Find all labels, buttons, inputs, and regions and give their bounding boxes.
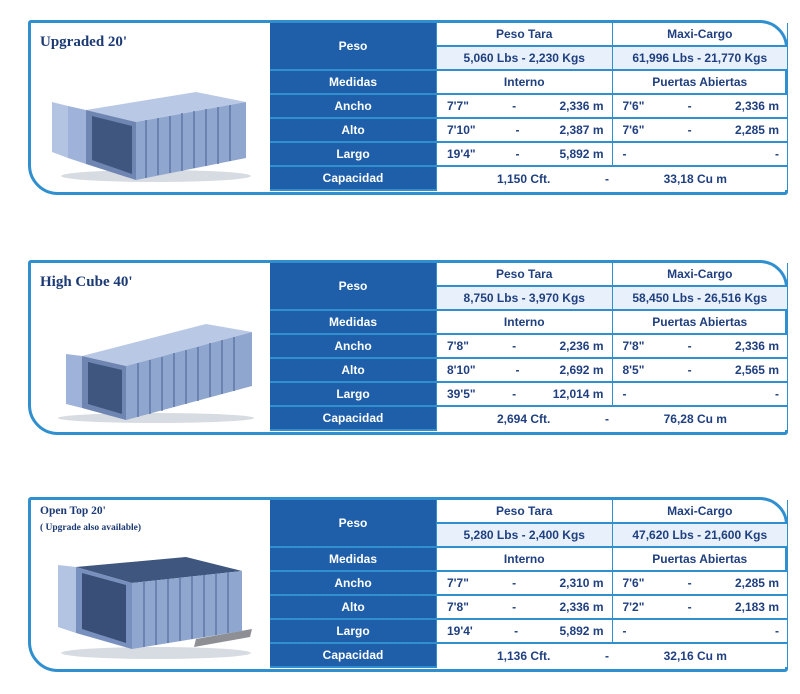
puertas-m: - xyxy=(775,147,779,161)
capacidad-separator: - xyxy=(604,171,609,186)
puertas-m: 2,336 m xyxy=(734,339,779,353)
puertas-m: 2,565 m xyxy=(734,363,779,377)
card-title: Open Top 20' xyxy=(40,505,106,517)
interno-m: 12,014 m xyxy=(552,387,604,401)
largo-label: Largo xyxy=(270,382,437,406)
puertas-ft: 7'6" xyxy=(622,123,645,137)
interno-header: Interno xyxy=(437,70,613,94)
medidas-label: Medidas xyxy=(270,310,437,334)
puertas-abiertas-header: Puertas Abiertas xyxy=(612,70,788,94)
specs-table xyxy=(270,23,788,191)
puertas-abiertas-header: Puertas Abiertas xyxy=(612,310,788,334)
card-subtitle: ( Upgrade also available) xyxy=(40,523,142,533)
puertas-m: 2,183 m xyxy=(734,600,779,614)
peso-tara-header: Peso Tara xyxy=(437,23,613,46)
alto-label: Alto xyxy=(270,118,437,142)
table-row: Alto 8'10" - 2,692 m 8'5" - 2,565 m xyxy=(270,358,788,382)
puertas-ft: 7'8" xyxy=(622,339,645,353)
peso-tara-header: Peso Tara xyxy=(437,263,613,286)
capacidad-label: Capacidad xyxy=(270,643,437,667)
capacidad-cft: 2,694 Cft. xyxy=(497,411,551,426)
interno-m: 2,387 m xyxy=(559,123,604,137)
capacidad-cum: 32,16 Cu m xyxy=(663,648,727,663)
alto-label: Alto xyxy=(270,595,437,619)
interno-ft: 19'4' xyxy=(447,624,473,638)
peso-label: Peso xyxy=(270,500,437,547)
capacidad-label: Capacidad xyxy=(270,406,437,430)
ancho-label: Ancho xyxy=(270,571,437,595)
long-shipping-container-icon xyxy=(46,320,256,425)
table-row: Ancho 7'7" - 2,336 m 7'6" - 2,336 m xyxy=(270,94,788,118)
puertas-m: 2,285 m xyxy=(734,576,779,590)
alto-label: Alto xyxy=(270,358,437,382)
puertas-ft: - xyxy=(622,624,627,638)
maxi-cargo-value: 61,996 Lbs - 21,770 Kgs xyxy=(612,46,788,70)
interno-ft: 7'8" xyxy=(447,339,469,353)
puertas-m: - xyxy=(775,387,779,401)
interno-m: 2,310 m xyxy=(559,576,604,590)
capacidad-cum: 76,28 Cu m xyxy=(663,411,727,426)
table-row: Ancho 7'7" - 2,310 m 7'6" - 2,285 m xyxy=(270,571,788,595)
puertas-m: 2,336 m xyxy=(734,99,779,113)
spec-card-high-cube-40 xyxy=(28,260,794,440)
interno-ft: 8'10" xyxy=(447,363,476,377)
maxi-cargo-header: Maxi-Cargo xyxy=(612,500,788,523)
spec-card-open-top-20 xyxy=(28,497,794,677)
interno-m: 5,892 m xyxy=(559,147,604,161)
interno-m: 5,892 m xyxy=(559,624,604,638)
peso-tara-value: 8,750 Lbs - 3,970 Kgs xyxy=(437,286,613,310)
table-row xyxy=(270,406,788,430)
maxi-cargo-value: 47,620 Lbs - 21,600 Kgs xyxy=(612,523,788,547)
puertas-abiertas-header: Puertas Abiertas xyxy=(612,547,788,571)
interno-ft: 7'8" xyxy=(447,600,469,614)
table-row: Ancho 7'8" - 2,236 m 7'8" - 2,336 m xyxy=(270,334,788,358)
capacidad-separator: - xyxy=(604,411,609,426)
container-image xyxy=(46,320,256,425)
open-top-container-icon xyxy=(46,557,256,662)
medidas-label: Medidas xyxy=(270,70,437,94)
interno-m: 2,336 m xyxy=(559,99,604,113)
container-image xyxy=(46,80,256,185)
peso-tara-value: 5,060 Lbs - 2,230 Kgs xyxy=(437,46,613,70)
specs-table xyxy=(270,500,788,668)
table-row: Largo 19'4" - 5,892 m - - xyxy=(270,142,788,166)
ancho-label: Ancho xyxy=(270,94,437,118)
card-title: Upgraded 20' xyxy=(40,34,128,50)
interno-ft: 19'4" xyxy=(447,147,476,161)
specs-table xyxy=(270,263,788,431)
puertas-ft: 7'6" xyxy=(622,576,645,590)
peso-tara-value: 5,280 Lbs - 2,400 Kgs xyxy=(437,523,613,547)
table-row: Largo 19'4' - 5,892 m - - xyxy=(270,619,788,643)
capacidad-cum: 33,18 Cu m xyxy=(663,171,727,186)
maxi-cargo-header: Maxi-Cargo xyxy=(612,23,788,46)
interno-ft: 7'7" xyxy=(447,576,469,590)
puertas-ft: 7'2" xyxy=(622,600,645,614)
puertas-ft: - xyxy=(622,387,627,401)
interno-header: Interno xyxy=(437,310,613,334)
ancho-label: Ancho xyxy=(270,334,437,358)
table-row: Alto 7'8" - 2,336 m 7'2" - 2,183 m xyxy=(270,595,788,619)
capacidad-separator: - xyxy=(604,648,609,663)
interno-header: Interno xyxy=(437,547,613,571)
maxi-cargo-header: Maxi-Cargo xyxy=(612,263,788,286)
interno-m: 2,692 m xyxy=(559,363,604,377)
puertas-m: 2,285 m xyxy=(734,123,779,137)
maxi-cargo-value: 58,450 Lbs - 26,516 Kgs xyxy=(612,286,788,310)
puertas-ft: - xyxy=(622,147,627,161)
capacidad-cft: 1,150 Cft. xyxy=(497,171,551,186)
table-row: Largo 39'5" - 12,014 m - - xyxy=(270,382,788,406)
capacidad-label: Capacidad xyxy=(270,166,437,190)
table-row: Alto 7'10" - 2,387 m 7'6" - 2,285 m xyxy=(270,118,788,142)
table-row xyxy=(270,643,788,667)
puertas-ft: 7'6" xyxy=(622,99,645,113)
interno-m: 2,336 m xyxy=(559,600,604,614)
peso-label: Peso xyxy=(270,263,437,310)
largo-label: Largo xyxy=(270,619,437,643)
peso-tara-header: Peso Tara xyxy=(437,500,613,523)
puertas-m: - xyxy=(775,624,779,638)
card-title: High Cube 40' xyxy=(40,274,133,290)
peso-label: Peso xyxy=(270,23,437,70)
table-row xyxy=(270,166,788,190)
container-image xyxy=(46,557,256,662)
puertas-ft: 8'5" xyxy=(622,363,645,377)
interno-m: 2,236 m xyxy=(559,339,604,353)
interno-ft: 7'10" xyxy=(447,123,476,137)
interno-ft: 7'7" xyxy=(447,99,469,113)
spec-card-upgraded-20 xyxy=(28,20,794,200)
largo-label: Largo xyxy=(270,142,437,166)
interno-ft: 39'5" xyxy=(447,387,476,401)
shipping-container-open-doors-icon xyxy=(46,80,256,185)
capacidad-cft: 1,136 Cft. xyxy=(497,648,551,663)
medidas-label: Medidas xyxy=(270,547,437,571)
